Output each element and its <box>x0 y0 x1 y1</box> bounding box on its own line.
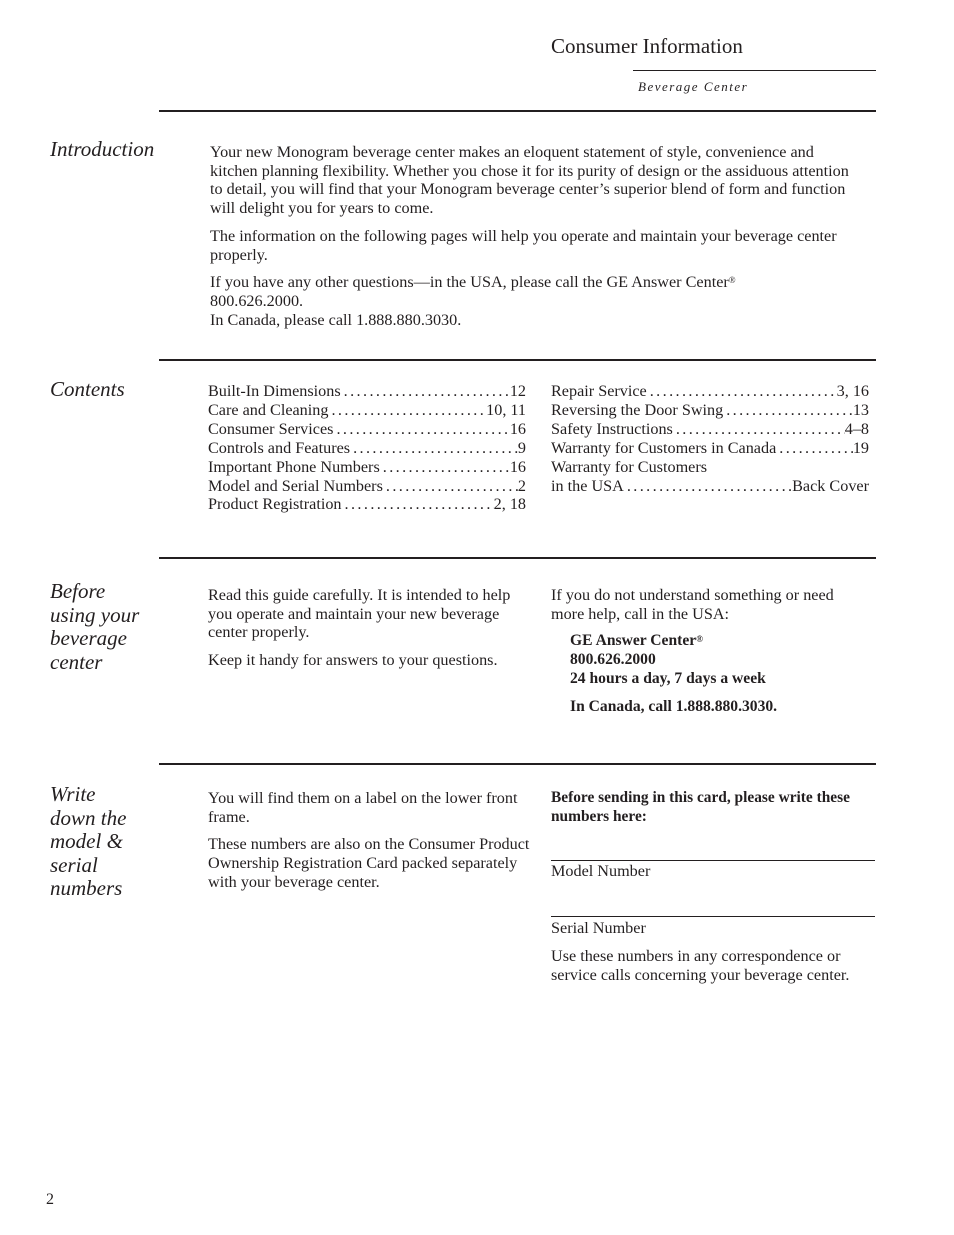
write-down-paragraph-2: These numbers are also on the Consumer Product Ownership Registration Card packed separately with your beverage center. <box>208 835 530 891</box>
answer-center-phone: 800.626.2000 <box>570 651 656 669</box>
before-using-paragraph-2: Keep it handy for answers to your questions. <box>208 651 498 670</box>
contents-entry-label: Reversing the Door Swing <box>551 400 724 419</box>
contents-entry-label: Safety Instructions <box>551 419 673 438</box>
contents-entry <box>551 458 869 477</box>
contents-entry <box>551 420 869 439</box>
contents-entry <box>208 439 526 458</box>
contents-leader-dots <box>342 495 494 514</box>
contents-left-column <box>208 382 526 514</box>
contents-leader-dots <box>647 382 837 401</box>
contents-entry-label: in the USA <box>551 476 624 495</box>
contents-leader-dots <box>673 420 845 439</box>
contents-entry <box>551 401 869 420</box>
header-title: Consumer Information <box>551 34 743 58</box>
contents-entry <box>208 477 526 496</box>
write-down-heading-line: numbers <box>50 876 123 900</box>
before-using-heading <box>50 580 139 674</box>
contents-leader-dots <box>328 401 486 420</box>
header-subtitle: Beverage Center <box>638 79 749 94</box>
contents-heading: Contents <box>50 377 125 401</box>
contents-entry <box>551 477 869 496</box>
contents-entry <box>208 401 526 420</box>
contents-entry-label: Repair Service <box>551 382 647 400</box>
contents-entry-label: Warranty for Customers in Canada <box>551 438 777 457</box>
contents-entry-page: 12 <box>509 382 526 400</box>
write-down-instruction: Before sending in this card, please write these numbers here: <box>551 789 850 825</box>
contents-entry-label: Controls and Features <box>208 438 351 457</box>
before-using-heading-line: Before <box>50 579 106 603</box>
contents-entry-label: Built-In Dimensions <box>208 382 341 400</box>
contents-entry-label: Product Registration <box>208 495 342 514</box>
introduction-heading: Introduction <box>50 137 155 161</box>
contents-entry-page: Back Cover <box>792 476 869 495</box>
contents-leader-dots <box>350 439 518 458</box>
write-down-paragraph-3: Use these numbers in any correspondence or service calls concerning your beverage center. <box>551 947 850 984</box>
contents-leader-dots <box>624 477 792 496</box>
introduction-usa-phone: 800.626.2000. <box>210 291 304 310</box>
write-down-heading-line: serial <box>50 852 98 877</box>
before-using-paragraph-1: Read this guide carefully. It is intended to help you operate and maintain your new beverage center properly. <box>208 586 511 642</box>
contents-entry-label: Important Phone Numbers <box>208 457 380 476</box>
introduction-body <box>210 143 865 338</box>
section-divider-before-using <box>159 557 876 559</box>
introduction-paragraph-3 <box>210 273 865 329</box>
contents-leader-dots <box>380 458 510 477</box>
model-number-field[interactable] <box>551 860 875 861</box>
before-using-heading-line: using your <box>50 602 140 627</box>
contents-entry-label: Consumer Services <box>208 419 334 438</box>
before-using-heading-line: center <box>50 649 103 674</box>
answer-center-hours: 24 hours a day, 7 days a week <box>570 669 766 687</box>
write-down-paragraph-1: You will find them on a label on the lower front frame. <box>208 789 518 826</box>
write-down-left-text <box>208 789 530 901</box>
contents-leader-dots <box>333 420 509 439</box>
header-divider <box>633 70 876 71</box>
contents-leader-dots <box>341 382 510 401</box>
before-using-right-text <box>551 586 871 716</box>
answer-center-block <box>570 632 871 716</box>
introduction-paragraph-2: The information on the following pages will help you operate and maintain your beverage center properly. <box>210 226 837 264</box>
contents-entry-page: 2, 18 <box>493 495 526 514</box>
contents-entry-label: Warranty for Customers <box>551 457 708 476</box>
contents-entry-page: 16 <box>509 457 526 476</box>
contents-entry-page: 4–8 <box>844 419 869 438</box>
section-divider-contents <box>159 359 876 361</box>
contents-entry-page: 3, 16 <box>836 382 869 400</box>
contents-entry-label: Model and Serial Numbers <box>208 476 383 495</box>
contents-entry-page: 10, 11 <box>486 400 526 419</box>
before-using-heading-line: beverage <box>50 626 127 650</box>
before-using-left-text <box>208 586 530 679</box>
contents-right-column <box>551 382 869 495</box>
contents-leader-dots <box>776 439 853 458</box>
contents-entry-label: Care and Cleaning <box>208 400 329 419</box>
write-down-heading <box>50 783 126 901</box>
contents-entry <box>551 382 869 401</box>
write-down-heading-line: down the <box>50 805 127 830</box>
contents-leader-dots <box>383 477 518 496</box>
introduction-call-text: If you have any other questions—in the USA, please call the GE Answer Center <box>210 273 729 292</box>
page-number: 2 <box>46 1191 54 1208</box>
contents-entry-page: 16 <box>509 419 526 438</box>
contents-entry <box>208 458 526 477</box>
contents-entry <box>551 439 869 458</box>
contents-entry-page: 19 <box>852 438 869 457</box>
answer-center-name: GE Answer Center <box>570 632 697 650</box>
model-number-label: Model Number <box>551 862 651 880</box>
section-divider-write-down <box>159 763 876 765</box>
contents-entry-page: 2 <box>517 476 526 495</box>
contents-leader-dots <box>723 401 853 420</box>
serial-number-label: Serial Number <box>551 919 646 937</box>
introduction-paragraph-1: Your new Monogram beverage center makes an eloquent statement of style, convenience and kitchen planning flexibility. Whether you chose it for its purity of design or the assiduous attention to detail, you will find that your Monogram beverage center’s superior blend of form and function will delight you for years to come. <box>210 143 849 218</box>
before-using-paragraph-3: If you do not understand something or need more help, call in the USA: <box>551 586 834 623</box>
canada-phone: In Canada, call 1.888.880.3030. <box>570 697 778 715</box>
contents-entry-page: 9 <box>517 438 526 457</box>
introduction-canada-phone: In Canada, please call 1.888.880.3030. <box>210 310 462 329</box>
contents-entry <box>208 495 526 514</box>
serial-number-field[interactable] <box>551 916 875 917</box>
write-down-heading-line: Write <box>50 782 96 806</box>
write-down-heading-line: model & <box>50 829 123 853</box>
registered-mark: ® <box>696 634 703 645</box>
contents-entry <box>208 382 526 401</box>
registered-mark: ® <box>728 275 736 286</box>
contents-entry <box>208 420 526 439</box>
contents-entry-page: 13 <box>852 400 869 419</box>
section-divider-introduction <box>159 110 876 112</box>
